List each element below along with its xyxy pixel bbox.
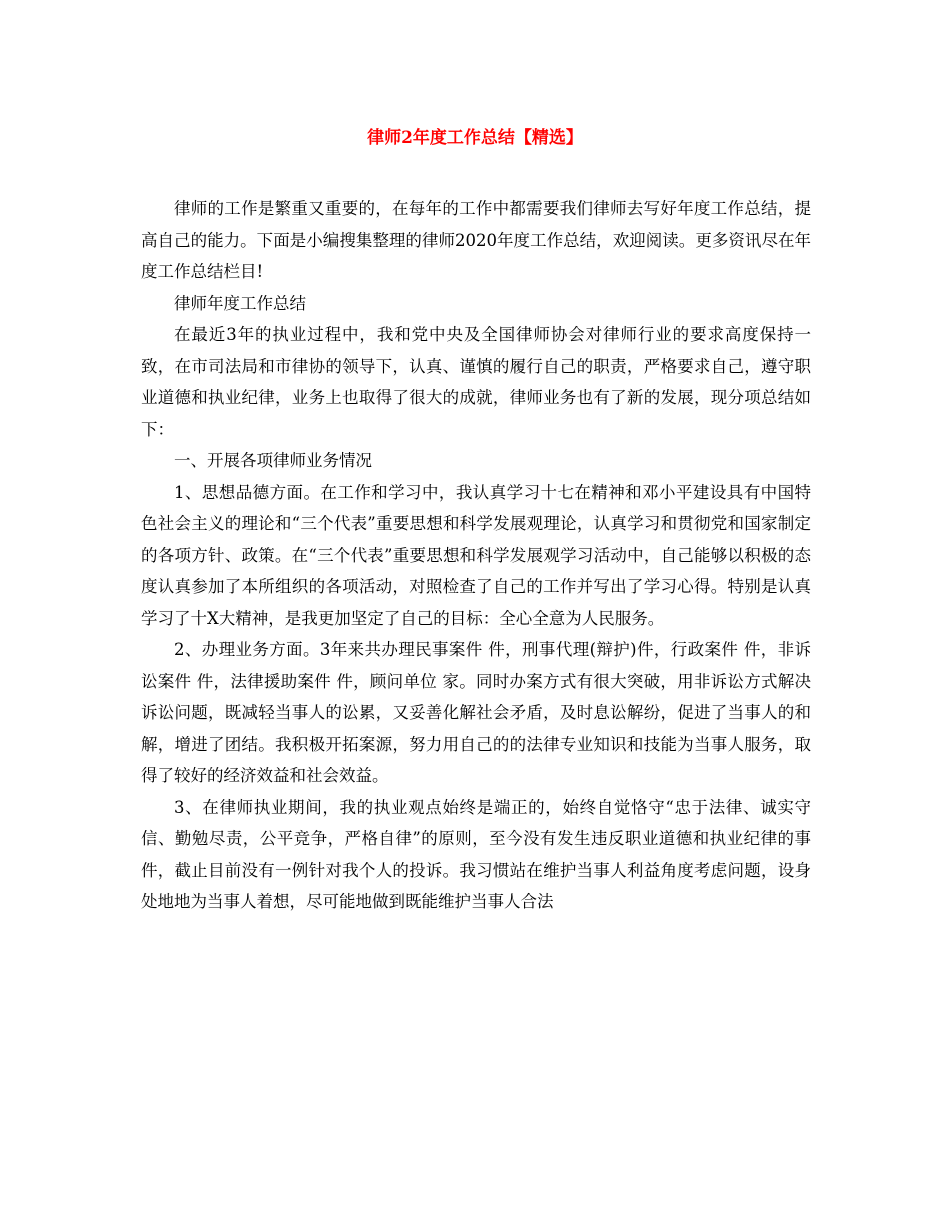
section-heading: 律师年度工作总结 xyxy=(174,293,306,313)
subsection-heading: 一、开展各项律师业务情况 xyxy=(174,451,372,470)
item-3-paragraph: 3、在律师执业期间，我的执业观点始终是端正的，始终自觉恪守“忠于法律、诚实守信、勤勉尽责，公平竞争，严格自律”的原则，至今没有发生违反职业道德和执业纪律的事件，截止目前没有一例针对我个人的投诉。我习惯站在维护当事人利益角度考虑问题，设身处地地为当事人着想，尽可能地做到既能维护当事人合法 xyxy=(141,797,811,911)
document-body xyxy=(141,193,811,918)
intro-paragraph: 律师的工作是繁重又重要的，在每年的工作中都需要我们律师去写好年度工作总结，提高自己的能力。下面是小编搜集整理的律师2020年度工作总结，欢迎阅读。更多资讯尽在年度工作总结栏目! xyxy=(141,199,811,281)
document-title: 律师2年度工作总结【精选】 xyxy=(367,128,583,148)
item-1-paragraph: 1、思想品德方面。在工作和学习中，我认真学习十七在精神和邓小平建设具有中国特色社会主义的理论和“三个代表”重要思想和科学发展观理论，认真学习和贯彻党和国家制定的各项方针、政策。在“三个代表”重要思想和科学发展观学习活动中，自己能够以积极的态度认真参加了本所组织的各项活动，对照检查了自己的工作并写出了学习心得。特别是认真学习了十X大精神，是我更加坚定了自己的目标：全心全意为人民服务。 xyxy=(141,482,811,628)
item-2-paragraph: 2、办理业务方面。3年来共办理民事案件 件，刑事代理(辩护)件，行政案件 件，非诉讼案件 件，法律援助案件 件，顾问单位 家。同时办案方式有很大突破，用非诉讼方式解决诉讼问题，既减轻当事人的讼累，又妥善化解社会矛盾，及时息讼解纷，促进了当事人的和解，增进了团结。我积极开拓案源，努力用自己的的法律专业知识和技能为当事人服务，取得了较好的经济效益和社会效益。 xyxy=(141,640,811,785)
overview-paragraph: 在最近3年的执业过程中，我和党中央及全国律师协会对律师行业的要求高度保持一致，在市司法局和市律协的领导下，认真、谨慎的履行自己的职责，严格要求自己，遵守职业道德和执业纪律，业务上也取得了很大的成就，律师业务也有了新的发展，现分项总结如下： xyxy=(141,325,811,439)
